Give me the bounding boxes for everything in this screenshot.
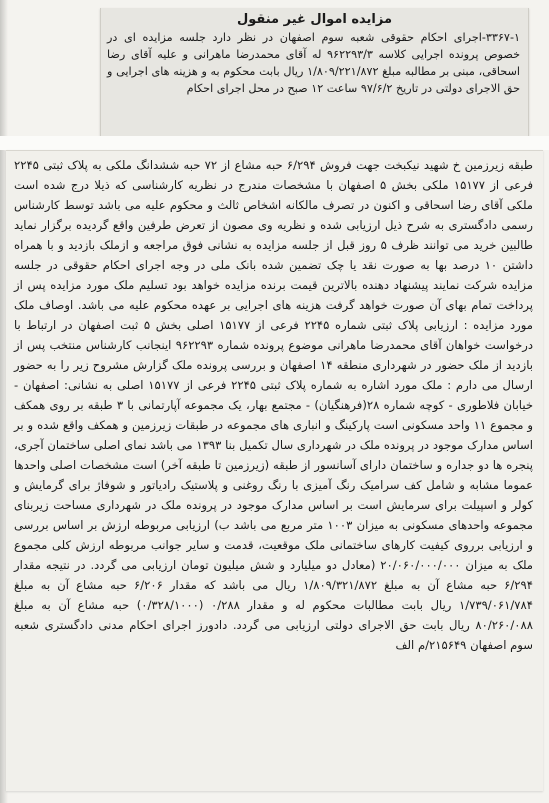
notice-title: مزایده اموال غیر منقول <box>236 12 393 27</box>
clipping-gap <box>0 136 549 150</box>
notice-body-clipping <box>6 150 543 791</box>
notice-header-clipping <box>100 8 529 136</box>
notice-body-text: طبقه زیرزمین خ شهید نیکبخت جهت فروش ۶/۲۹۴ حبه مشاع از ۷۲ حبه ششدانگ ملکی به پلاک ثبتی ۲۲۴۵ فرعی از ۱۵۱۷۷ ملکی بخش ۵ اصفهان با مشخصات مندرج در نظریه کارشناسی که ذیلا درج شده است ملکی آقای رضا اسحاقی و اکنون در تصرف مالکانه اشخاص ثالث و محکوم علیه می باشد توسط کارشناس رسمی دادگستری به شرح ذیل ارزیابی شده و نظریه وی مصون از تعرض طرفین واقع گردیده برگزار نماید طالبین خرید می توانند ظرف ۵ روز قبل از جلسه مزایده به نشانی فوق مراجعه و ازملک بازدید و با همراه داشتن ۱۰ درصد بها به صورت نقد یا چک تضمین شده بانک ملی در وجه اجرای احکام حقوقی در جلسه مزایده شرکت نمایند پیشنهاد دهنده بالاترین قیمت برنده مزایده خواهد بود تسلیم ملک مورد مزایده پس از پرداخت تمام بهای آن صورت خواهد گرفت هزینه های اجرایی بر عهده محکوم علیه می باشد. اوصاف ملک مورد مزایده : ارزیابی پلاک ثبتی شماره ۲۲۴۵ فرعی از ۱۵۱۷۷ اصلی بخش ۵ ثبت اصفهان در ارتباط با درخواست خواهان آقای محمدرضا ماهرانی موضوع پرونده شماره ۹۶۲۲۹۳ اینجانب کارشناس منتخب پس از بازدید از ملک حضور در شهرداری منطقه ۱۴ اصفهان و بررسی پرونده ملک گزارش مشروح زیر را به حضور ارسال می دارم : ملک مورد اشاره به شماره پلاک ثبتی ۲۲۴۵ فرعی از ۱۵۱۷۷ اصلی به نشانی: اصفهان - خیابان فلاطوری - کوچه شماره ۲۸(فرهنگیان) - مجتمع بهار، یک مجموعه آپارتمانی با ۳ طبقه بر روی همکف و مجموع ۱۱ واحد مسکونی است پارکینگ و انباری های مجموعه در طبقات زیرزمین و همکف واقع شده و بر اساس مدارک موجود در پرونده ملک در شهرداری سال تکمیل بنا ۱۳۹۳ می باشد نمای اصلی ساختمان آجری، پنجره ها دو جداره و ساختمان دارای آسانسور از طبقه (زیرزمین تا طبقه آخر) است مشخصات اصلی واحدها عموما مشابه و شامل کف سرامیک رنگ آمیزی با رنگ روغنی و پلاستیک رادیاتور و شوفاژ برای گرمایش و کولر و اسپیلت برای سرمایش است بر اساس مدارک موجود در پرونده ملک در شهرداری مساحت زیربنای مجموعه واحدهای مسکونی به میزان ۱۰۰۳ متر مربع می باشد ب) ارزیابی مربوطه ارزش بر اساس بررسی و ارزیابی برروی کیفیت کارهای ساختمانی ملک موقعیت، قدمت و سایر جوانب مربوطه ارزش کلی مجموع ملک به میزان ۲۰/۰۶۰/۰۰۰/۰۰۰ (معادل دو میلیارد و شش میلیون تومان ارزیابی می گردد. در نتیجه مقدار ۶/۲۹۴ حبه مشاع آن به مبلغ ۱/۸۰۹/۳۲۱/۸۷۲ ریال می باشد که مقدار ۶/۲۰۶ حبه مشاع آن به مبلغ ۱/۷۳۹/۰۶۱/۷۸۴ ریال بابت مطالبات محکوم له و مقدار ۰/۲۸۸ (۰/۳۲۸/۱۰۰۰) حبه مشاع آن به مبلغ ۸۰/۲۶۰/۰۸۸ ریال بابت حق الاجرای دولتی ارزیابی می گردد. دادورز اجرای احکام مدنی دادگستری شعبه سوم اصفهان ۲۱۵۶۴۹/م الف <box>14 158 533 652</box>
notice-intro-text: ۳۳۶۷-۱-اجرای احکام حقوقی شعبه سوم اصفهان در نظر دارد جلسه مزایده ای در خصوص پرونده اجرایی کلاسه ۹۶۲۲۹۳/۳ له آقای محمدرضا ماهرانی و علیه آقای رضا اسحاقی، مبنی بر مطالبه مبلغ ۱/۸۰۹/۲۲۱/۸۷۲ ریال بابت محکوم به و هزینه های اجرایی و حق الاجرای دولتی در تاریخ ۹۷/۶/۲ ساعت ۱۲ صبح در محل اجرای احکام <box>107 31 520 95</box>
